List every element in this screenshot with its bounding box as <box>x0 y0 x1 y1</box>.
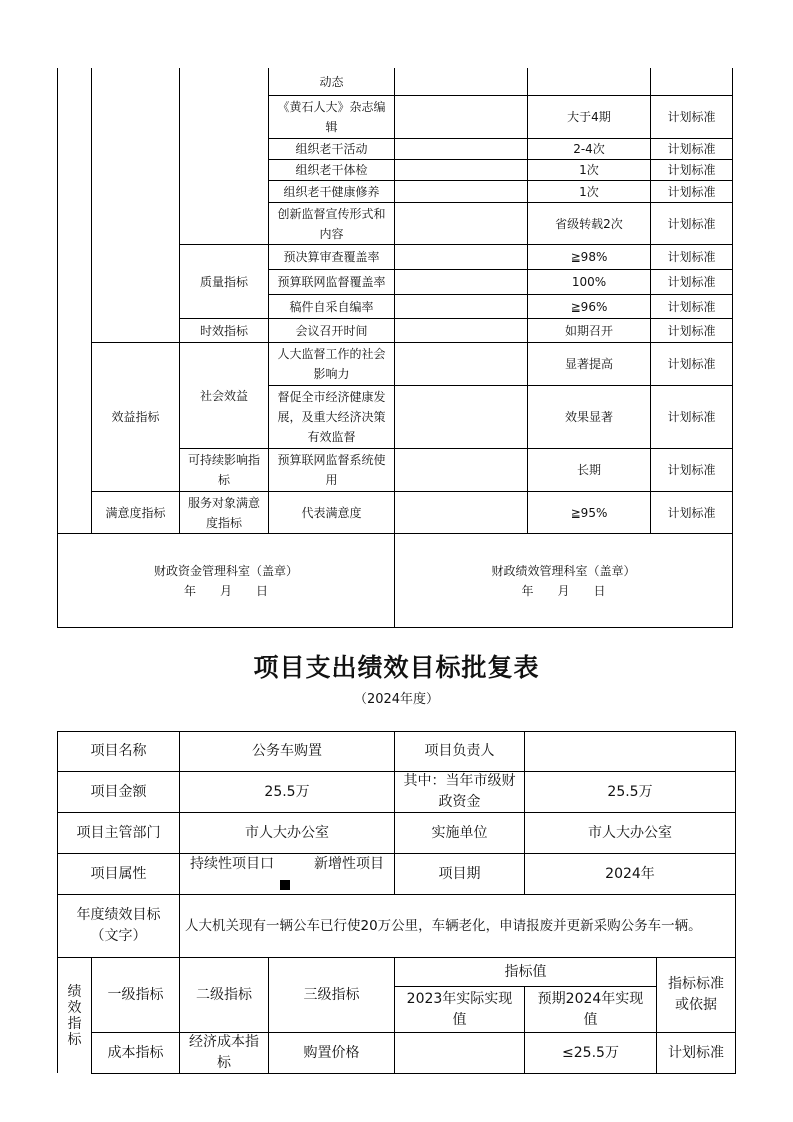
period-label: 项目期 <box>438 865 481 882</box>
table-cell-level3: 《黄石人大》杂志编辑 <box>277 100 386 134</box>
header-2023: 2023年实际实现值 <box>406 990 513 1028</box>
table-cell-basis: 计划标准 <box>667 275 716 289</box>
office-stamp-label: 财政绩效管理科室（盖章） <box>491 563 636 578</box>
table-cell-value: 如期召开 <box>564 323 613 338</box>
table-cell-value-2023 <box>395 1033 524 1073</box>
table-cell-level2: 时效指标 <box>199 323 248 338</box>
table-cell-value-2024: ≤25.5万 <box>562 1044 619 1061</box>
table-cell-level3: 督促全市经济健康发展，及重大经济决策有效监督 <box>277 390 386 444</box>
table-cell-basis: 计划标准 <box>667 323 716 338</box>
city-fund-label: 其中：当年市级财政资金 <box>403 773 516 810</box>
table-cell-basis <box>651 68 732 95</box>
table-cell-basis: 计划标准 <box>667 410 716 424</box>
table-cell-basis: 计划标准 <box>667 163 716 177</box>
page-subtitle: （2024年度） <box>353 692 440 707</box>
project-manager-value <box>525 732 735 771</box>
table-cell-level1: 成本指标 <box>107 1044 164 1061</box>
date-line: 年 月 日 <box>521 583 606 598</box>
table-cell-level1: 满意度指标 <box>105 505 166 520</box>
table-cell-level1: 效益指标 <box>111 410 160 424</box>
project-amount-value: 25.5万 <box>264 783 310 800</box>
table-cell-value: 显著提高 <box>564 357 613 371</box>
unit-label: 实施单位 <box>431 824 488 841</box>
table-cell-level3: 预决算审查覆盖率 <box>283 250 380 264</box>
table-cell-level2: 服务对象满意度指标 <box>187 495 260 530</box>
table-cell-level3: 动态 <box>319 74 344 89</box>
attr-label: 项目属性 <box>90 865 147 882</box>
table-cell-level3: 创新监督宣传形式和内容 <box>277 206 386 241</box>
city-fund-value: 25.5万 <box>607 783 653 800</box>
header-level2: 二级指标 <box>196 986 252 1003</box>
table-cell-basis: 计划标准 <box>667 184 716 199</box>
period-value: 2024年 <box>605 865 655 882</box>
header-2024: 预期2024年实现值 <box>537 990 644 1028</box>
table-cell-level3: 组织老干健康修养 <box>283 184 380 199</box>
goal-label-line1: 年度绩效目标 <box>76 907 161 923</box>
header-basis: 指标标准或依据 <box>668 976 724 1013</box>
table-cell-level2: 可持续影响指标 <box>187 453 260 487</box>
page-title: 项目支出绩效目标批复表 <box>253 653 540 682</box>
table-cell-level3: 购置价格 <box>303 1044 360 1061</box>
table-cell-basis: 计划标准 <box>667 463 716 477</box>
project-name-label: 项目名称 <box>90 743 147 759</box>
table-cell-value: ≧96% <box>570 299 608 314</box>
table-cell-value: 长期 <box>576 463 601 477</box>
project-manager-label: 项目负责人 <box>424 743 495 759</box>
header-level3: 三级指标 <box>303 986 360 1003</box>
dept-label: 项目主管部门 <box>76 824 161 841</box>
unit-value: 市人大办公室 <box>588 824 672 841</box>
table-cell-value: ≧98% <box>570 250 608 264</box>
table-cell-value: 效果显著 <box>564 410 613 424</box>
project-amount-label: 项目金额 <box>90 783 147 800</box>
table-cell-value: 省级转载2次 <box>555 216 623 231</box>
table-cell-basis: 计划标准 <box>667 505 716 520</box>
header-indicator-value: 指标值 <box>504 963 547 980</box>
table-cell-value: 大于4期 <box>567 110 611 124</box>
table-cell-basis: 计划标准 <box>667 357 716 371</box>
goal-label-line2: （文字） <box>90 928 147 944</box>
goal-text: 人大机关现有一辆公车已行使20万公里，车辆老化，申请报废并更新采购公务车一辆。 <box>185 917 702 934</box>
table-cell-level3: 组织老干活动 <box>295 142 368 156</box>
table-cell-level3: 预算联网监督覆盖率 <box>277 275 386 289</box>
signature-left <box>58 534 394 627</box>
table-cell-level3: 预算联网监督系统使用 <box>277 453 386 487</box>
date-line: 年 月 日 <box>183 583 268 598</box>
table-cell-value: 2-4次 <box>573 142 605 156</box>
header-level1: 一级指标 <box>107 986 164 1003</box>
table-cell-basis: 计划标准 <box>667 250 716 264</box>
table-cell-basis: 计划标准 <box>668 1044 724 1061</box>
table-cell-basis: 计划标准 <box>667 142 716 156</box>
table-cell-basis: 计划标准 <box>667 299 716 314</box>
table-cell-level3: 代表满意度 <box>301 505 362 520</box>
attr-new-option[interactable]: 新增性项目 <box>314 856 384 872</box>
table-cell-value: 1次 <box>579 184 599 199</box>
table-cell-level2: 经济成本指标 <box>189 1034 259 1071</box>
table-cell-level3: 稿件自采自编率 <box>289 299 374 314</box>
table-cell-level3: 人大监督工作的社会影响力 <box>277 347 386 381</box>
table-cell-value: 100% <box>571 275 607 289</box>
signature-right <box>395 534 732 627</box>
filled-checkbox-icon[interactable] <box>280 880 290 890</box>
table-cell-level2: 质量指标 <box>199 274 248 289</box>
project-name-value: 公务车购置 <box>252 743 322 759</box>
table-cell-value: 1次 <box>579 163 599 177</box>
table-cell-value: ≧95% <box>570 505 608 520</box>
office-stamp-label: 财政资金管理科室（盖章） <box>153 563 298 578</box>
dept-value: 市人大办公室 <box>245 824 329 841</box>
table-cell-level2: 社会效益 <box>199 388 248 403</box>
attr-continuing-option[interactable]: 持续性项目口 <box>190 856 274 872</box>
table-cell-level3: 组织老干体检 <box>295 163 368 177</box>
table-cell-value <box>528 68 650 95</box>
perf-indicator-label: 绩 效 指 标 <box>67 983 82 1048</box>
table-cell-level3: 会议召开时间 <box>295 323 368 338</box>
table-cell-basis: 计划标准 <box>667 110 716 124</box>
table-cell-basis: 计划标准 <box>667 216 716 231</box>
goal-label <box>58 895 179 957</box>
attr-options <box>180 854 394 894</box>
